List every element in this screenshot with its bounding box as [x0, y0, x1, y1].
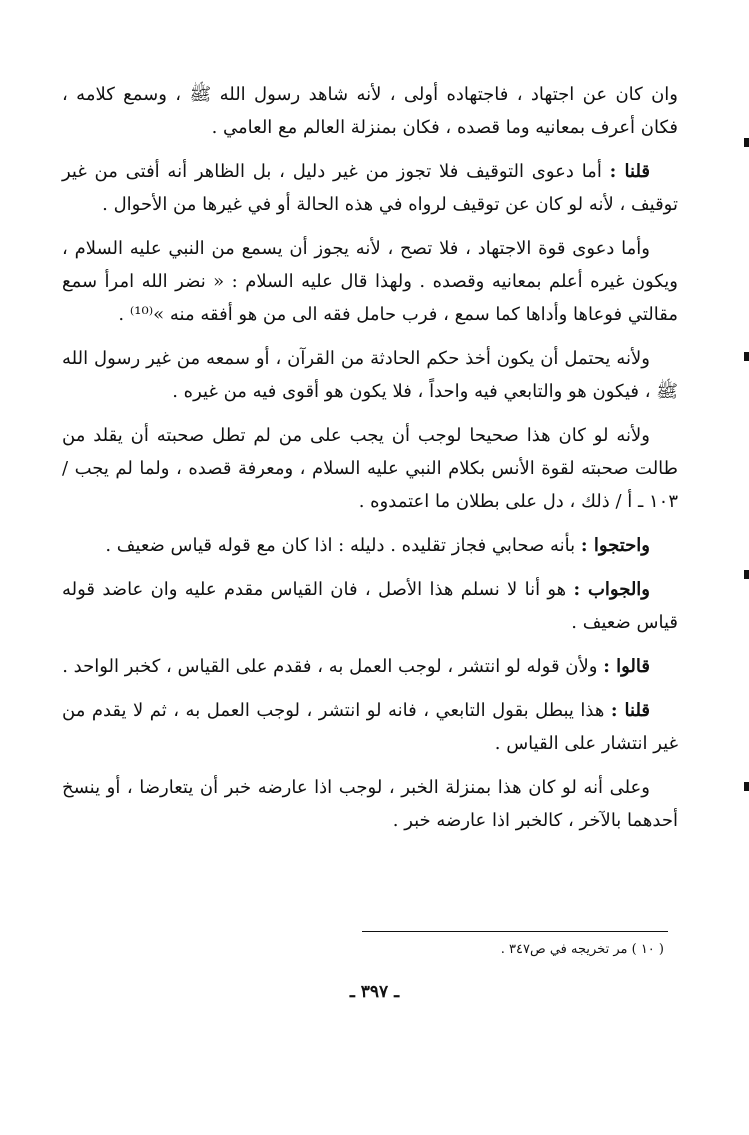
page-number: ـ ٣٩٧ ـ	[349, 982, 400, 1002]
margin-mark	[744, 138, 749, 147]
paragraph-text: هو أنا لا نسلم هذا الأصل ، فان القياس مقدم عليه وان عاضد قوله قياس ضعيف .	[62, 579, 678, 633]
footnote-divider	[362, 931, 668, 932]
paragraph-lead: والجواب :	[573, 579, 650, 600]
paragraph-4	[62, 342, 678, 408]
footnote: ( ١٠ ) مر تخريجه في ص٣٤٧ .	[500, 942, 664, 957]
paragraph-6	[62, 529, 678, 562]
paragraph-text: ولأن قوله لو انتشر ، لوجب العمل به ، فقدم على القياس ، كخبر الواحد .	[62, 656, 604, 677]
paragraph-2	[62, 155, 678, 221]
paragraph-text: هذا يبطل بقول التابعي ، فانه لو انتشر ، لوجب العمل به ، ثم لا يقدم من غير انتشار على القياس .	[62, 700, 678, 754]
paragraph-lead: قالوا :	[603, 656, 650, 677]
paragraph-lead: قلنا :	[610, 700, 651, 721]
paragraph-10	[62, 771, 678, 837]
main-text	[62, 78, 678, 848]
paragraph-text: وان كان عن اجتهاد ، فاجتهاده أولى ، لأنه شاهد رسول الله ﷺ ، وسمع كلامه ، فكان أعرف بمعانيه وما قصده ، فكان بمنزلة العالم مع العامي .	[62, 84, 678, 138]
paragraph-lead: قلنا :	[609, 161, 651, 182]
paragraph-8	[62, 650, 678, 683]
paragraph-1	[62, 78, 678, 144]
margin-mark	[744, 570, 749, 579]
paragraph-5	[62, 419, 678, 518]
paragraph-text: أما دعوى التوقيف فلا تجوز من غير دليل ، بل الظاهر أنه أفتى من غير توقيف ، لأنه لو كان عن توقيف لرواه في هذه الحالة أو في غيرها من الأحوال .	[62, 161, 678, 215]
paragraph-7	[62, 573, 678, 639]
paragraph-3	[62, 232, 678, 331]
margin-mark	[744, 782, 749, 791]
paragraph-text: بأنه صحابي فجاز تقليده . دليله : اذا كان مع قوله قياس ضعيف .	[105, 535, 581, 556]
paragraph-text: وأما دعوى قوة الاجتهاد ، فلا تصح ، لأنه يجوز أن يسمع من النبي عليه السلام ، ويكون غيره أعلم بمعانيه وقصده . ولهذا قال عليه السلام : « نضر الله امرأ سمع مقالتي فوعاها وأداها كما سمع ، فرب حامل فقه الى من هو أفقه منه »⁽¹⁰⁾ .	[62, 238, 678, 325]
paragraph-9	[62, 694, 678, 760]
paragraph-text: وعلى أنه لو كان هذا بمنزلة الخبر ، لوجب اذا عارضه خبر أن يتعارضا ، أو ينسخ أحدهما بالآخر ، كالخبر اذا عارضه خبر .	[62, 777, 678, 831]
margin-mark	[744, 352, 749, 361]
paragraph-text: ولأنه يحتمل أن يكون أخذ حكم الحادثة من القرآن ، أو سمعه من غير رسول الله ﷺ ، فيكون هو والتابعي فيه واحداً ، فلا يكون هو أقوى فيه من غيره .	[62, 348, 678, 402]
paragraph-lead: واحتجوا :	[580, 535, 650, 556]
paragraph-text: ولأنه لو كان هذا صحيحا لوجب أن يجب على من لم تطل صحبته أن يقلد من طالت صحبته لقوة الأنس بكلام النبي عليه السلام ، ومعرفة قصده ، ولما لم يجب / ١٠٣ ـ أ / ذلك ، دل على بطلان ما اعتمدوه .	[62, 425, 678, 512]
